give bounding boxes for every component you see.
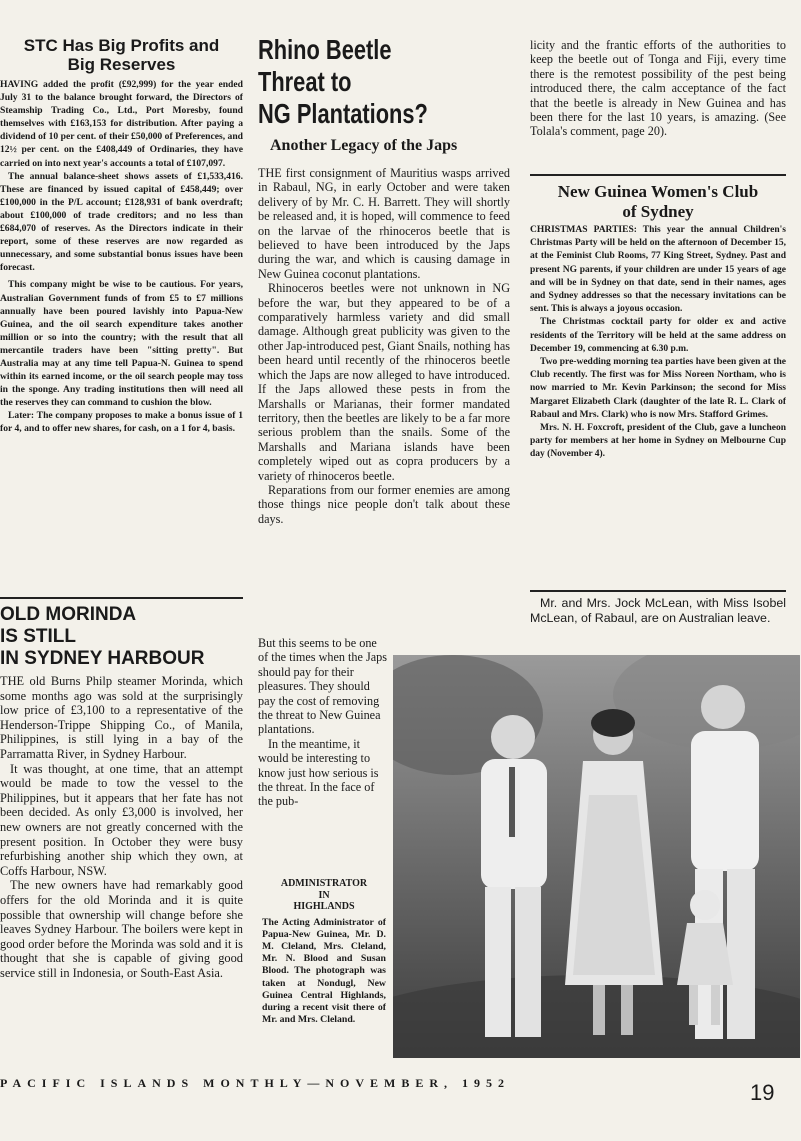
right-column-divider-bottom [530, 590, 786, 592]
morinda-headline [0, 604, 243, 670]
morinda-title-line1: OLD MORINDA [0, 604, 137, 625]
rhino-para-1: THE first consignment of Mauritius wasps arrived in Rabaul, NG, in early October and were taken delivery of by Mr. C. H. Barrett. They will shortly be released and, it is hoped, will commence to feed on the larvae of the rhinoceros beetle that is believed to have been introduced by the Japs during the war, and which is causing damage in New Guinea coconut plantations. [258, 166, 510, 281]
mclean-caption: Mr. and Mrs. Jock McLean, with Miss Isobel McLean, of Rabaul, are on Australian leave. [530, 596, 786, 625]
rhino-para-2: Rhinoceros beetles were not unknown in NG before the war, but they appeared to be of a comparatively harmless variety and did small damage. Although great publicity was given to the other Jap-introduced pest, Giant Snails, nothing has been heard until recently of the rhinoceros beetle which the Japs are now alleged to have introduced. If the Japs allowed these pests in from the Marshalls or Marianas, their former mandated territory, then the beetles are likely to be a far more serious problem than the snails. Some of the Marshalls and Mariana islands have been completely wiped out as copra producers by a variety of rhinoceros beetle. [258, 281, 510, 483]
mclean-caption-box [530, 596, 786, 646]
club-article [530, 182, 786, 587]
morinda-article [0, 604, 243, 1064]
admin-title-line3: HIGHLANDS [293, 901, 355, 912]
stc-para-3: This company might be wise to be cautious. For years, Australian Government funds of from £5 to £7 millions annually have been poured lavishly into Papua-New Guinea, and the oil search expenditure takes another million or so into the country; with the result that all mercantile traders have been "sitting pretty". But Australia may at any time tell Papua-N. Guinea to spend within its earned income, or the oil search people may toss in the sponge. Any trading institutions then will need all the reserves they can command to cushion the blow. [0, 279, 243, 409]
admin-title-line1: ADMINISTRATOR [280, 878, 368, 889]
club-para-1: CHRISTMAS PARTIES: This year the annual Children's Christmas Party will be held on the afternoon of December 15, at the Feminist Club Rooms, 77 King Street, Sydney. Past and present NG parents, if your children are under 15 years of age and will be in Sydney on that date, send in their names, ages and Sydney addresses so that the necessary invitations can be sent. This is always a joyous occasion. [530, 225, 786, 315]
stc-para-2: The annual balance-sheet shows assets of £1,533,416. These are financed by issued capital of £458,449; over £100,000 in the P/L account; £128,931 of bank overdraft; about £100,000 of trade creditors; and no less than £684,070 of reserves. As the Directors indicate in their report, some of these reserves are now regarded as unnecessary, and some substantial bonus issues have been forecast. [0, 170, 243, 274]
photo-illustration [393, 655, 800, 1058]
right-column-divider-top [530, 174, 786, 176]
rhino-subtitle: Another Legacy of the Japs [270, 137, 458, 154]
page-footer: PACIFIC ISLANDS MONTHLY—NOVEMBER, 1952 [0, 1076, 511, 1090]
stc-article [0, 36, 243, 591]
club-title-line2: of Sydney [622, 202, 694, 221]
admin-caption: The Acting Administrator of Papua-New Guinea, Mr. D. M. Cleland, Mrs. Cleland, Mr. N. Blood and Susan Blood. The photograph was taken at Nondugl, New Guinea Central Highlands, during a recent visit there of Mr. and Mrs. Cleland. [262, 916, 386, 1026]
rhino-article-narrow [258, 636, 388, 866]
rhino-headline [258, 34, 508, 130]
rhino-para-6: licity and the frantic efforts of the authorities to keep the beetle out of Tonga and Fiji, every time there is the remotest possibility of the pest being introduced there, the calm acceptance of the fact that the beetle is already in New Guinea and has been there for the last 10 years, is amazing. (See Tolala's comment, page 20). [530, 38, 786, 139]
stc-title-line2: Big Reserves [67, 55, 176, 74]
admin-caption-box [262, 878, 386, 1063]
stc-headline [0, 36, 243, 74]
page-number: 19 [750, 1080, 775, 1105]
rhino-title-line3: NG Plantations? [258, 98, 428, 129]
admin-headline [262, 878, 386, 913]
stc-title-line1: STC Has Big Profits and [23, 36, 220, 55]
rhino-para-3: Reparations from our former enemies are among those things nice people don't talk about these days. [258, 482, 510, 526]
morinda-title-line2: IS STILL [0, 626, 76, 647]
rhino-para-4: But this seems to be one of the times when the Japs should pay for their pleasures. They should pay the cost of removing the threat to New Guinea plantations. [258, 636, 387, 737]
morinda-para-3: The new owners have had remarkably good offers for the old Morinda and it is quite possible that ownership will change before she leaves Sydney Harbour. The boilers were kept in good order before the Morinda was sold and it is thought that she is capable of giving good service still in Indonesia, or South-East Asia. [0, 878, 243, 980]
rhino-article-continued [530, 38, 786, 173]
club-para-3: Two pre-wedding morning tea parties have been given at the Club recently. The first was for Miss Noreen Northam, who is now married to Mr. Kevin Parkinson; the second for Miss Margaret Elizabeth Clark (daughter of the late R. L. Clark of Rabaul and Mrs. Clark) who is now Mrs. Stafford Grimes. [530, 357, 786, 420]
rhino-para-5: In the meantime, it would be interesting to know just how serious is the threat. In the face of the pub- [258, 736, 379, 809]
club-para-2: The Christmas cocktail party for older ex and active residents of the Territory will be held at the same address on December 19, commencing at 6.30 p.m. [530, 317, 786, 354]
admin-title-line2: IN [318, 889, 330, 901]
left-column-divider [0, 597, 243, 599]
stc-para-4: Later: The company proposes to make a bonus issue of 1 for 4, and to offer new shares, for cash, on a 1 for 4, basis. [0, 410, 243, 435]
stc-para-1: HAVING added the profit (£92,999) for the year ended July 31 to the balance brought forward, the Directors of Steamship Trading Co., Ltd., Port Moresby, found themselves with £163,153 for distribution. After paying a dividend of 10 per cent. of their £50,000 of Preferences, and 12½ per cent. on the £408,449 of Ordinaries, they have carried on into next year's accounts a total of £107,097. [0, 79, 243, 169]
club-headline [530, 182, 786, 222]
morinda-title-line3: IN SYDNEY HARBOUR [0, 648, 205, 669]
morinda-para-1: THE old Burns Philp steamer Morinda, which some months ago was sold at the surprisingly low price of £3,100 to a representative of the Henderson-Trippe Shipping Co., of Manila, Philippines, is still lying in a bay of the Parramatta River, in Sydney Harbour. [0, 674, 243, 761]
morinda-para-2: It was thought, at one time, that an attempt would be made to tow the vessel to the Philippines, but it appears that her fate has not been decided. As only £3,000 is involved, her new owners are not greatly concerned with the present position. In October they were busy refurbishing another ship which they own, at Coffs Harbour, NSW. [0, 761, 243, 878]
rhino-title-line2: Threat to [258, 66, 352, 97]
mclean-family-photo [393, 655, 800, 1058]
rhino-article-top [258, 34, 510, 654]
club-para-4: Mrs. N. H. Foxcroft, president of the Club, gave a luncheon party for members at her home in Sydney on Melbourne Cup day (November 4). [530, 423, 786, 460]
club-title-line1: New Guinea Women's Club [557, 182, 759, 201]
rhino-title-line1: Rhino Beetle [258, 34, 392, 65]
